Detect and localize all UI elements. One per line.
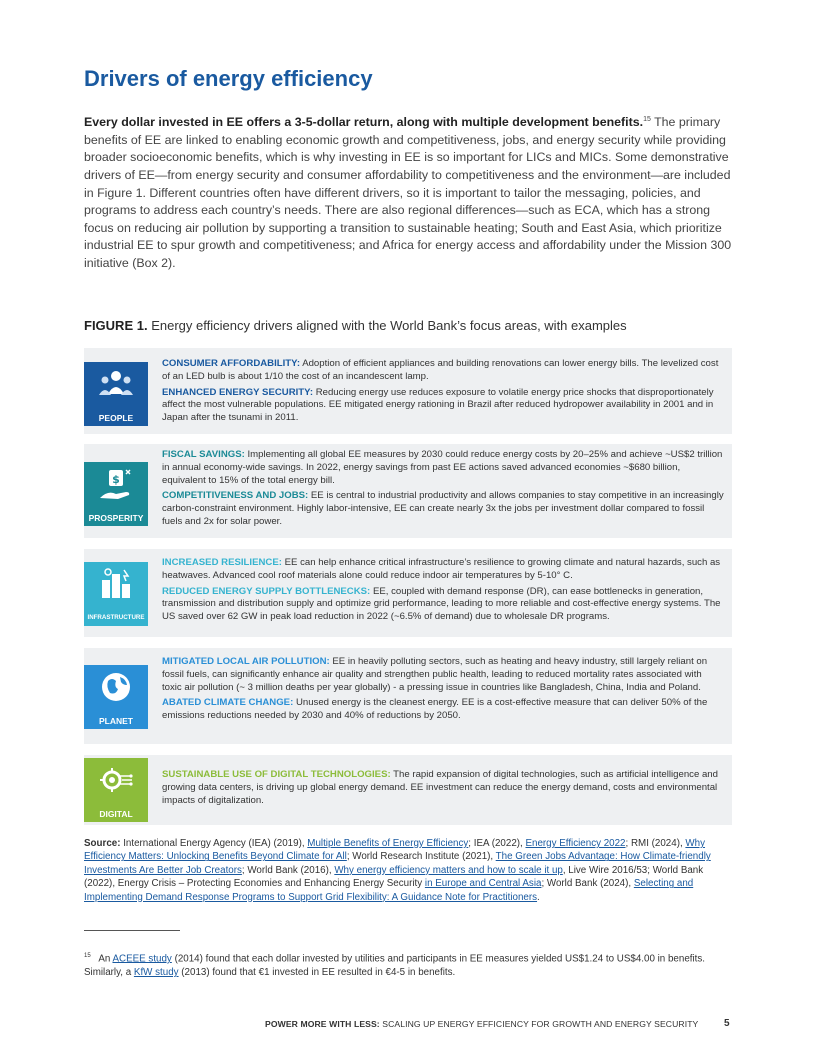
driver-panel-planet [84, 648, 732, 744]
driver-item [162, 697, 724, 723]
intro-body: The primary benefits of EE are linked to enabling economic growth and competitiveness, jobs, and energy security while providing broader socioeconomic benefits, which is why investing in EE is so important for LICs and MICs. Some demonstrative drivers of EE—from energy security and consumer affordability to competitiveness and the environment—are included in Figure 1. Different countries often have different drivers, so it is important to tailor the messaging, policies, and programs to address each country’s needs. There are also regional differences—such as ECA, which has a strong focus on reducing air pollution by supporting a transition to sustainable heating; South and East Asia, which prioritize industrial EE to spur growth and competitiveness; and Africa for energy access and affordability under the Mission 300 initiative (Box 2). [84, 115, 732, 270]
footnote-link[interactable]: ACEEE study [112, 953, 172, 965]
footnote-text-run: (2013) found that €1 invested in EE resulted in €4-5 in benefits. [178, 967, 456, 979]
driver-heading: REDUCED ENERGY SUPPLY BOTTLENECKS: [162, 585, 371, 597]
driver-heading: ABATED CLIMATE CHANGE: [162, 697, 294, 709]
money-hand-icon [96, 464, 136, 508]
source-link[interactable]: in Europe and Central Asia [424, 878, 542, 890]
source-link[interactable]: Energy Efficiency 2022 [525, 838, 626, 849]
driver-heading: CONSUMER AFFORDABILITY: [162, 358, 301, 369]
driver-item [162, 449, 724, 487]
intro-lead: Every dollar invested in EE offers a 3-5-dollar return, along with multiple development benefits. [84, 115, 644, 130]
driver-panel-people [84, 348, 732, 434]
source-link[interactable]: Selecting and Implementing Demand Response Programs to Support Grid Flexibility: A Guidance Note for Practitioners [84, 878, 694, 903]
source-text-run: ; World Research Institute (2021), [346, 851, 496, 863]
panel-text [162, 656, 724, 726]
driver-text: EE can help enhance critical infrastructure’s resilience to growing climate and natural hazards, such as heatwaves. Advanced cool roof materials alone could reduce indoor air temperatures by 5-10° C. [162, 557, 721, 581]
page-number: 5 [724, 1018, 730, 1029]
footnote-link[interactable]: KfW study [133, 967, 179, 979]
source-link[interactable]: Why Efficiency Matters: Unlocking Benefits Beyond Climate for All [84, 838, 706, 863]
source-text-run: International Energy Agency (IEA) (2019), [120, 838, 308, 849]
tile-label: DIGITAL [99, 809, 133, 819]
digital-tile [84, 758, 148, 822]
prosperity-tile [84, 462, 148, 526]
figure-label: FIGURE 1. [84, 318, 148, 333]
footnote [84, 949, 732, 980]
infrastructure-tile [84, 562, 148, 626]
driver-text: Adoption of efficient appliances and building renovations can lower energy bills. The levelized cost of an LED bulb is about 1/10 the cost of an incandescent lamp. [162, 358, 719, 382]
footer-subtitle: SCALING UP ENERGY EFFICIENCY FOR GROWTH AND ENERGY SECURITY [379, 1019, 699, 1029]
intro-paragraph [84, 111, 732, 272]
driver-heading: FISCAL SAVINGS: [162, 449, 245, 460]
tile-label: PLANET [99, 716, 133, 726]
source-link[interactable]: Why energy efficiency matters and how to scale it up [334, 864, 563, 876]
running-footer [265, 1019, 698, 1029]
driver-item [162, 358, 724, 384]
planet-tile [84, 665, 148, 729]
source-text-run: ; World Bank (2024), [541, 878, 634, 890]
driver-text: Unused energy is the cleanest energy. EE is a cost-effective measure that can deliver 50% of the emissions reductions needed by 2030 and 40% of reductions by 2050. [162, 697, 708, 722]
driver-panel-prosperity [84, 444, 732, 538]
page-title: Drivers of energy efficiency [84, 66, 373, 91]
source-text-run: ; RMI (2024), [625, 838, 686, 849]
people-icon [96, 364, 136, 408]
driver-text: EE in heavily polluting sectors, such as heating and heavy industry, still largely reliant on fossil fuels, can significantly enhance air quality and strengthen public health, leading to reduced mortality rates associated with toxic air pollution (~ 3 million deaths per year globally) - a pressing issue in countries like Bangladesh, China, India and Poland. [162, 656, 708, 693]
driver-item [162, 656, 724, 694]
footnote-text-run: An [98, 953, 113, 965]
driver-heading: MITIGATED LOCAL AIR POLLUTION: [162, 656, 330, 667]
source-label: Source: [84, 838, 121, 849]
driver-item [162, 490, 724, 528]
figure-caption [84, 318, 627, 333]
panel-text [162, 557, 724, 627]
globe-icon [96, 667, 136, 711]
source-text [84, 838, 711, 903]
driver-item [162, 586, 724, 624]
driver-text: Implementing all global EE measures by 2030 could reduce energy costs by 20–25% and achieve ~US$2 trillion in annual economy-wide savings. In 2022, energy savings from past EE actions saved advanced economies ~$680 billion, equivalent to 15% of the total energy bill. [162, 449, 723, 486]
tile-label: PEOPLE [98, 413, 134, 423]
driver-text: EE, coupled with demand response (DR), can ease bottlenecks in generation, transmission and distribution supply and optimize grid performance, leading to more reliable and cost-effective energy systems. The US saved over 62 GW in peak load reduction in 2022 (~6.5% of demand) due to wholesale DR programs. [162, 585, 721, 623]
driver-item [162, 557, 724, 583]
panel-text [162, 449, 724, 532]
driver-panel-infrastructure [84, 549, 732, 637]
source-text-run: ; IEA (2022), [468, 838, 526, 849]
panel-text [162, 769, 724, 810]
svg-text:$: $ [112, 473, 120, 486]
source-text-run: . [537, 891, 540, 903]
infrastructure-icon [96, 564, 136, 608]
panel-text [162, 358, 724, 428]
source-link[interactable]: The Green Jobs Advantage: How Climate-friendly Investments Are Better Job Creators [84, 851, 711, 876]
driver-heading: ENHANCED ENERGY SECURITY: [162, 386, 314, 398]
footnote-number: 15 [84, 953, 91, 959]
driver-heading: INCREASED RESILIENCE: [162, 557, 282, 568]
footnote-divider [84, 930, 180, 931]
driver-text: EE is central to industrial productivity and allows companies to stay competitive in an increasingly carbon-constraint environment. Highly labor-intensive, EE can create nearly 3x the jobs per investment dollar compared to fossil fuels and 2x for solar power. [162, 490, 724, 527]
driver-text: Reducing energy use reduces exposure to volatile energy price shocks that disproportionately affect the most vulnerable populations. EE mitigated energy rationing in Brazil after reduced hydropower availability in 2001 and in Japan after the tsunami in 2011. [162, 386, 714, 424]
footnote-text [84, 953, 705, 978]
driver-item [162, 387, 724, 425]
driver-text: The rapid expansion of digital technologies, such as artificial intelligence and growing data centers, is driving up global energy demand. EE investment can reduce the energy demand, costs and environmental impacts of digitalization. [162, 769, 718, 806]
source-text-run: ; World Bank (2016), [241, 864, 335, 876]
footnote-ref[interactable]: 15 [643, 116, 651, 123]
driver-heading: SUSTAINABLE USE OF DIGITAL TECHNOLOGIES: [162, 769, 391, 780]
people-tile [84, 362, 148, 426]
footnote-text-run: (2014) found that each dollar invested by utilities and participants in EE measures yielded US$1.24 to US$4.00 in benefits. Similarly, a [84, 953, 706, 979]
source-link[interactable]: Multiple Benefits of Energy Efficiency [307, 838, 469, 849]
driver-item [162, 769, 724, 807]
tile-label: INFRASTRUCTURE [87, 614, 145, 621]
figure-caption-text: Energy efficiency drivers aligned with the World Bank’s focus areas, with examples [151, 318, 627, 333]
driver-heading: COMPETITIVENESS AND JOBS: [162, 490, 309, 502]
figure-source [84, 837, 732, 904]
circuit-gear-icon [96, 760, 136, 804]
tile-label: PROSPERITY [88, 513, 144, 523]
driver-panel-digital [84, 755, 732, 825]
source-text-run: , Live Wire 2016/53; World Bank (2022), Energy Crisis – Protecting Economies and Enhancing Energy Security [84, 864, 704, 890]
footer-title: POWER MORE WITH LESS: [265, 1019, 380, 1029]
